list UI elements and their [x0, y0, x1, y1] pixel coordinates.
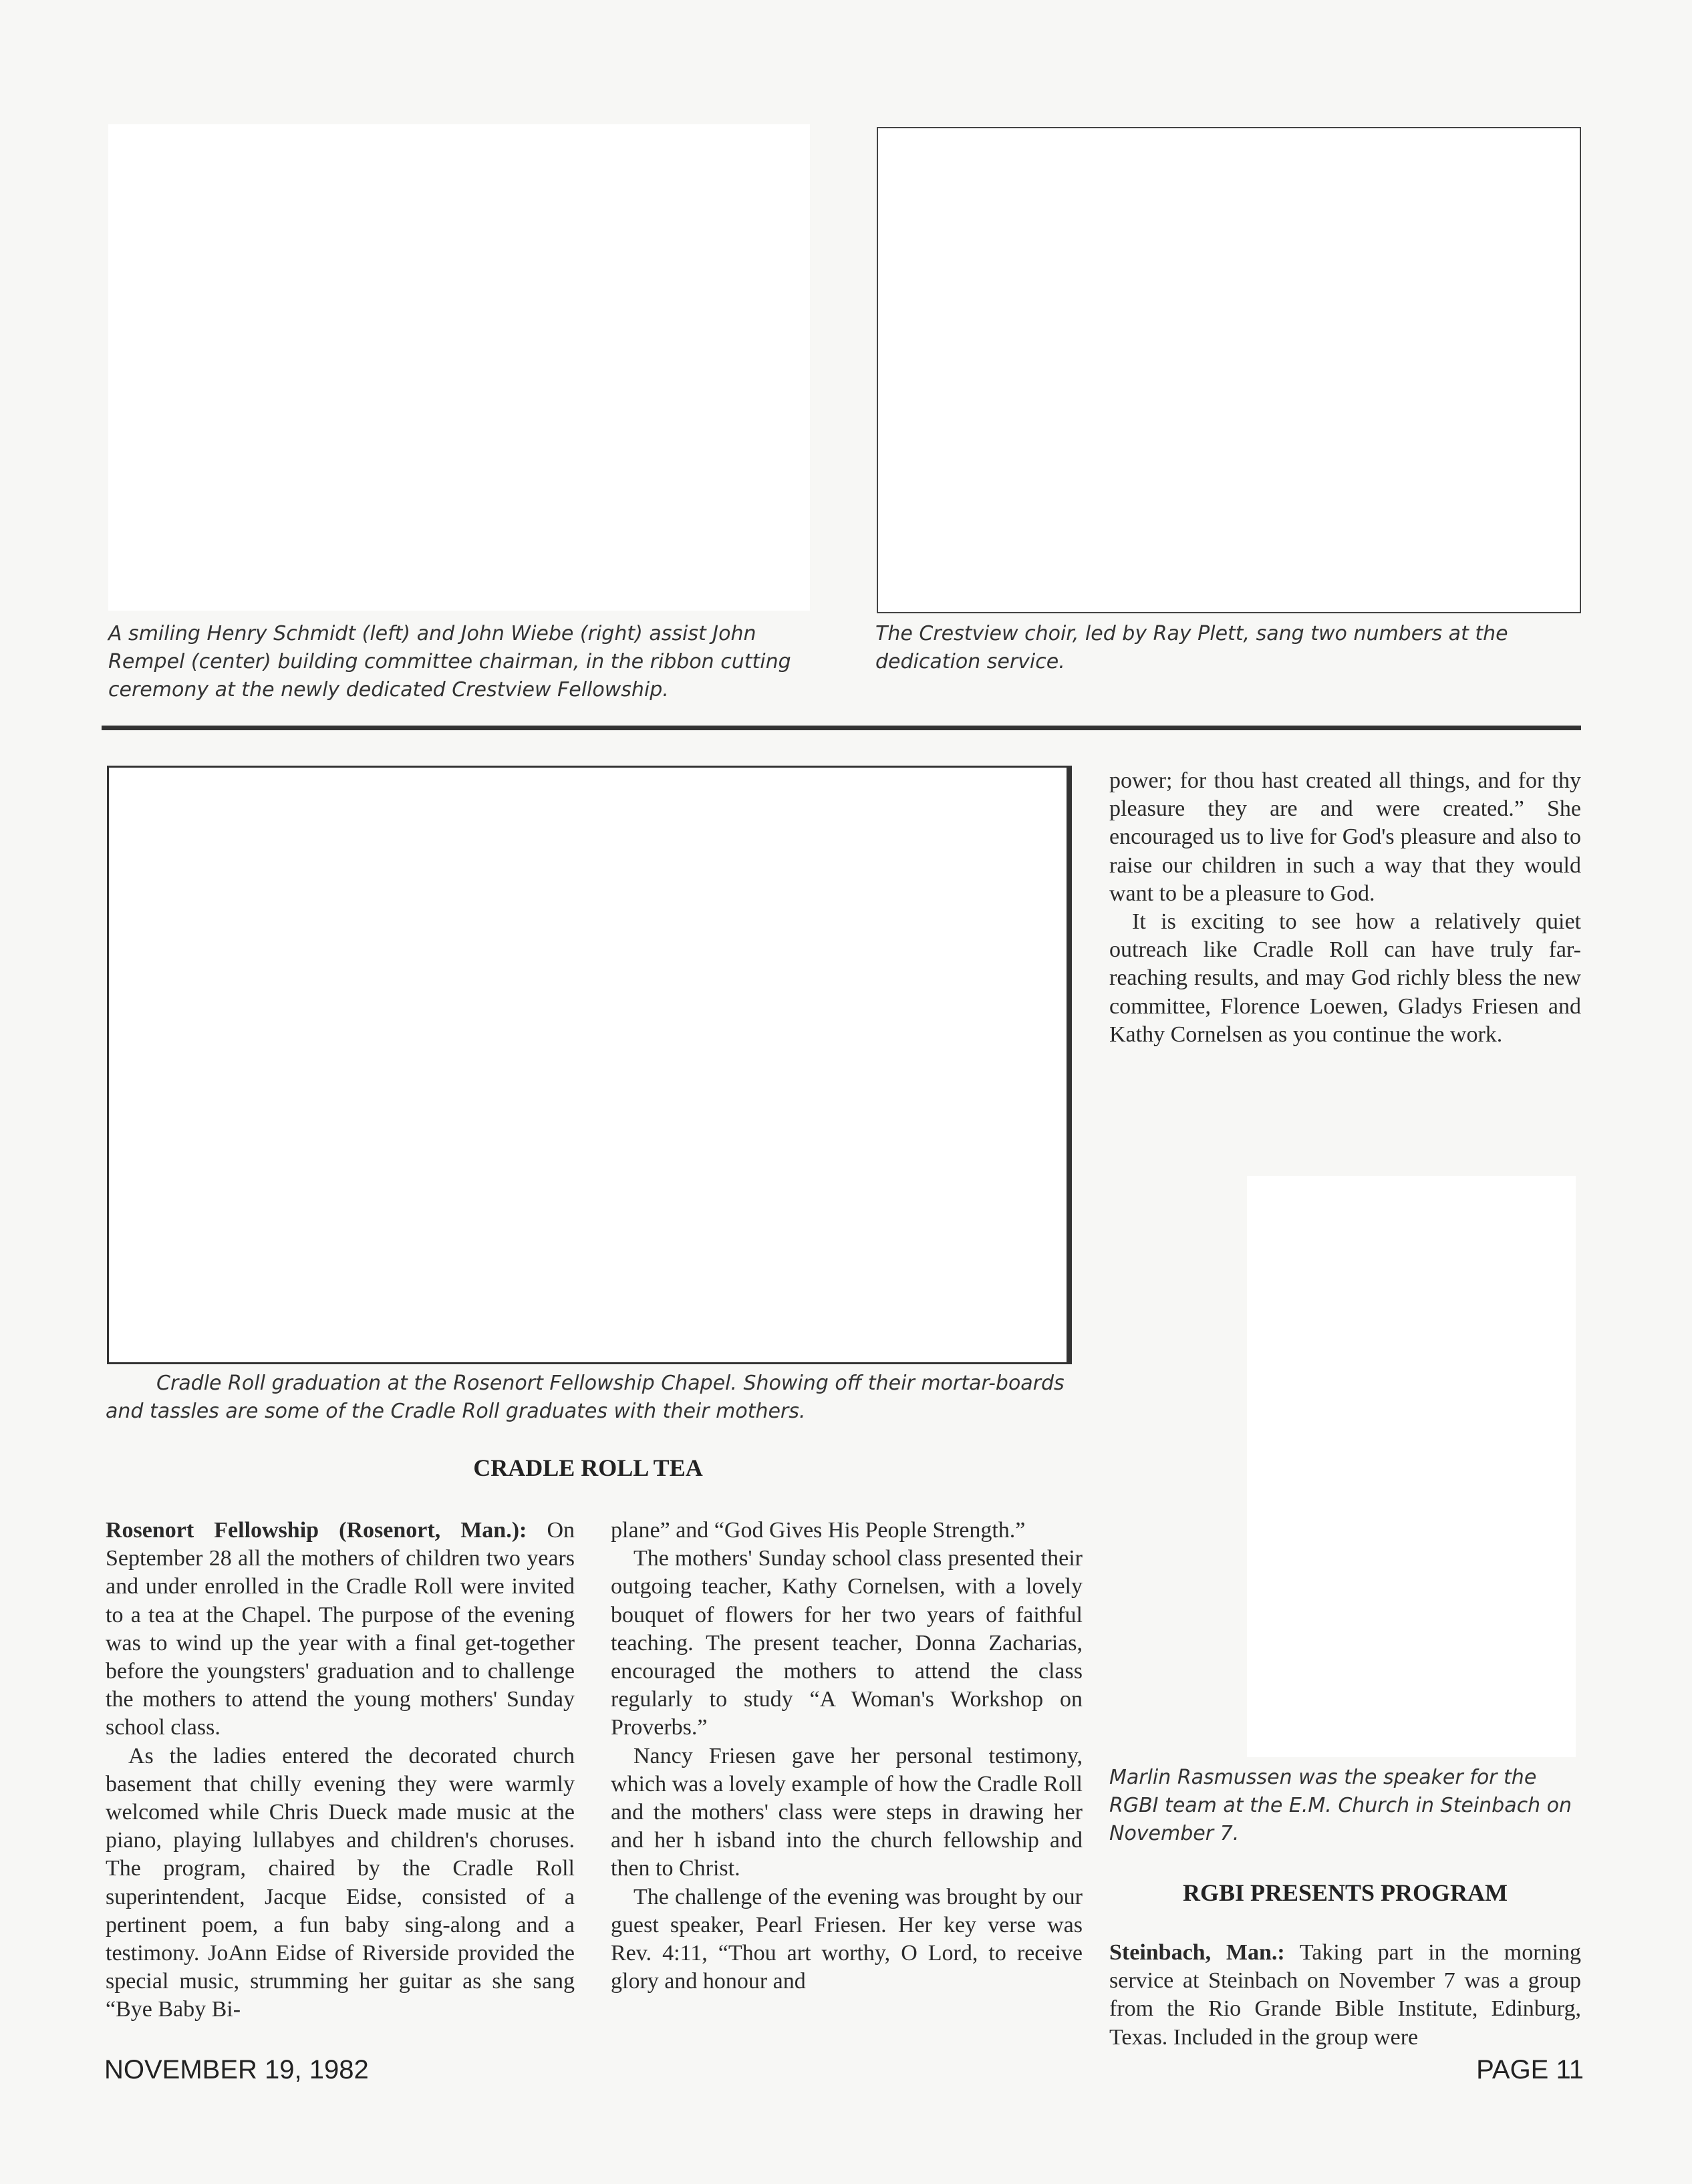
headline-cradle-roll-tea: CRADLE ROLL TEA: [473, 1454, 703, 1481]
caption-ribbon-cutting: A smiling Henry Schmidt (left) and John Wiebe (right) assist John Rempel (center) building committee chairman, in the ribbon cutting ceremony at the newly dedicated Crestview Fellowship.: [108, 622, 791, 701]
paragraph: As the ladies entered the decorated church basement that chilly evening they were warmly welcomed while Chris Dueck made music at the piano, playing lullabyes and children's choruses. The program, chaired by the Cradle Roll superintendent, Jacque Eidse, consisted of a pertinent poem, a fun baby sing-along and a testimony. JoAnn Eidse of Riverside provided the special music, strumming her guitar as she sang “Bye Baby Bi-: [106, 1743, 575, 2022]
paragraph: power; for thou hast created all things, and for thy pleasure they are and were created.” She encouraged us to live for God's pleasure and also to raise our children in such a way that they would want to be a pleasure to God.: [1109, 768, 1581, 906]
caption-crestview-choir: The Crestview choir, led by Ray Plett, sang two numbers at the dedication service.: [875, 622, 1508, 673]
footer-page-number: PAGE 11: [1476, 2055, 1584, 2084]
paragraph: plane” and “God Gives His People Strength.”: [611, 1518, 1026, 1543]
photo-cradle-roll-graduation: [107, 766, 1072, 1364]
headline-rgbi-presents-program: RGBI PRESENTS PROGRAM: [1182, 1879, 1508, 1906]
paragraph: Taking part in the morning service at Steinbach on November 7 was a group from the Rio Grande Bible Institute, Edinburg, Texas. Included in the group were: [1109, 1940, 1581, 2050]
paragraph: Nancy Friesen gave her personal testimony, which was a lovely example of how the Cradle Roll and the mothers' class were steps in drawing her and her h isband into the church fellowship and then to Christ.: [611, 1743, 1083, 1881]
section-divider: [102, 726, 1581, 730]
photo-marlin-rasmussen: [1247, 1176, 1576, 1757]
dateline-steinbach: Steinbach, Man.:: [1109, 1940, 1285, 1965]
photo-ribbon-cutting: [108, 124, 810, 611]
article-rgbi: [1109, 1939, 1581, 2052]
article-column-1: [106, 1517, 575, 2024]
dateline-rosenort: Rosenort Fellowship (Rosenort, Man.):: [106, 1518, 527, 1543]
article-column-2: [611, 1517, 1083, 1996]
paragraph: It is exciting to see how a relatively quiet outreach like Cradle Roll can have truly far-reaching results, and may God richly bless the new committee, Florence Loewen, Gladys Friesen and Kathy Cornelsen as you continue the work.: [1109, 909, 1581, 1047]
article-column-3: [1109, 767, 1581, 1049]
photo-crestview-choir: [877, 127, 1581, 613]
paragraph: The mothers' Sunday school class presented their outgoing teacher, Kathy Cornelsen, with a lovely bouquet of flowers for her two years of faithful teaching. The present teacher, Donna Zacharias, encouraged the mothers to attend the class regularly to study “A Woman's Workshop on Proverbs.”: [611, 1546, 1083, 1740]
paragraph: The challenge of the evening was brought by our guest speaker, Pearl Friesen. Her key verse was Rev. 4:11, “Thou art worthy, O Lord, to receive glory and honour and: [611, 1884, 1083, 1994]
paragraph: On September 28 all the mothers of children two years and under enrolled in the Cradle Roll were invited to a tea at the Chapel. The purpose of the evening was to wind up the year with a final get-together before the youngsters' graduation and to challenge the mothers to attend the young mothers' Sunday school class.: [106, 1518, 575, 1740]
caption-marlin-rasmussen: Marlin Rasmussen was the speaker for the RGBI team at the E.M. Church in Steinbach on November 7.: [1109, 1766, 1572, 1845]
caption-cradle-roll-graduation: Cradle Roll graduation at the Rosenort Fellowship Chapel. Showing off their mortar-boards and tassles are some of the Cradle Roll graduates with their mothers.: [106, 1372, 1065, 1423]
footer-date: NOVEMBER 19, 1982: [104, 2055, 369, 2084]
